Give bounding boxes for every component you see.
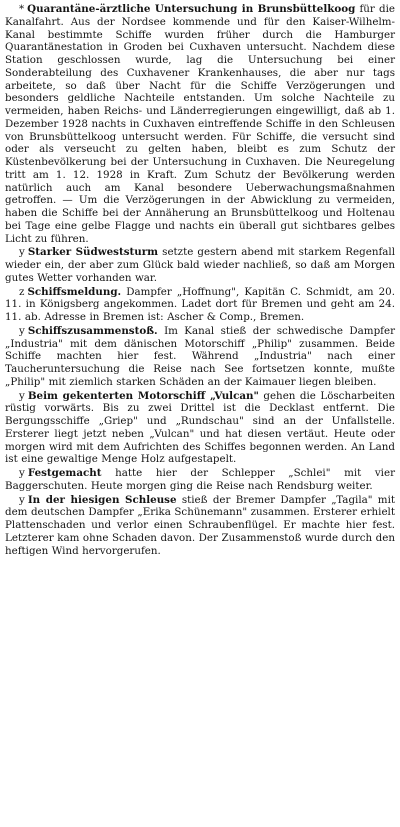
article-headline: In der hiesigen Schleuse bbox=[27, 493, 177, 506]
article-body: Im Kanal stieß der schwedische Dampfer „Industria" mit dem dänischen Motorschiff „Philip" zusammen. Beide Schiffe machten hier fest. Während „Industria" nach einer Taucheruntersuchung die Reise nach See fortsetzen konnte, mußte „Philip" mit ziemlich starken Schäden an der Kaimauer liegen bleiben. bbox=[5, 324, 395, 388]
article-headline: Beim gekenterten Motorschiff „Vulcan" bbox=[27, 389, 259, 402]
article-collision bbox=[5, 325, 395, 389]
article-body: Dampfer „Hoffnung", Kapitän C. Schmidt, am 20. 11. in Königsberg angekommen. Ladet dort für Bremen und geht am 24. 11. ab. Adresse in Bremen ist: Ascher & Comp., Bremen. bbox=[5, 285, 395, 323]
article-headline: Schiffsmeldung. bbox=[27, 285, 122, 298]
article-body: hatte hier der Schlepper „Schlei" mit vier Baggerschuten. Heute morgen ging die Reise nach Rendsburg weiter. bbox=[5, 467, 395, 492]
article-lock-collision bbox=[5, 494, 395, 558]
article-marker: * bbox=[19, 3, 25, 15]
article-marker: y bbox=[19, 493, 25, 506]
article-quarantine bbox=[5, 3, 395, 245]
article-headline: Starker Südweststurm bbox=[27, 246, 159, 259]
article-vulcan bbox=[5, 390, 395, 467]
article-ship-report bbox=[5, 286, 395, 324]
article-headline: Quarantäne-ärztliche Untersuchung in Brunsbüttelkoog bbox=[27, 3, 356, 15]
article-body: stieß der Bremer Dampfer „Tagila" mit dem deutschen Dampfer „Erika Schünemann" zusammen. Ersterer erhielt Plattenschaden und verlor einen Schraubenflügel. Er machte hier fest. Letzterer kam ohne Schaden davon. Der Zusammenstoß wurde durch den heftigen Wind hervorgerufen. bbox=[5, 493, 395, 557]
article-body: setzte gestern abend mit starkem Regenfall wieder ein, der aber zum Glück bald wieder nachließ, so daß am Morgen gutes Wetter vorhanden war. bbox=[5, 246, 395, 284]
article-headline: Festgemacht bbox=[27, 467, 102, 479]
article-headline: Schiffszusammenstoß. bbox=[27, 324, 158, 337]
article-moored bbox=[5, 467, 395, 493]
article-body: für die Kanalfahrt. Aus der Nordsee kommende und für den Kaiser-Wilhelm-Kanal bestimmte Schiffe wurden früher durch die Hamburger Quarantänestation in Groden bei Cuxhaven untersucht. Nachdem diese Station geschlossen wurde, lag die Untersuchung bei einer Sonderabteilung des Cuxhavener Krankenhauses, die aber nur tags arbeitete, so daß über Nacht für die Schiffe Verzögerungen und besonders geldliche Nachteile entstanden. Um solche Nachteile zu vermeiden, haben Reichs- und Länderregierungen eingewilligt, daß ab 1. Dezember 1928 nachts in Cuxhaven eintreffende Schiffe in den Schleusen von Brunsbüttelkoog untersucht werden. Für Schiffe, die versucht sind oder als verseucht zu gelten haben, bleibt es zum Schutz der Küstenbevölkerung bei der Untersuchung in Cuxhaven. Die Neuregelung tritt am 1. 12. 1928 in Kraft. Zum Schutz der Bevölkerung werden natürlich auch am Kanal besondere Ueberwachungsmaßnahmen getroffen. — Um die Verzögerungen in der Abwicklung zu vermeiden, haben die Schiffe bei der Annäherung an Brunsbüttelkoog und Holtenau bei Tage eine gelbe Flagge und nachts ein überall gut sichtbares gelbes Licht zu führen. bbox=[5, 3, 395, 245]
article-body: gehen die Löscharbeiten rüstig vorwärts. Bis zu zwei Drittel ist die Decklast entfernt. Die Bergungsschiffe „Griep" und „Rundschau" sind an der Unfallstelle. Ersterer liegt jetzt neben „Vulcan" und hat diesen vertäut. Heute oder morgen wird mit dem Aufrichten des Schiffes begonnen werden. An Land ist eine gewaltige Menge Holz aufgestapelt. bbox=[5, 389, 395, 466]
article-marker: y bbox=[19, 324, 25, 337]
article-marker: z bbox=[19, 285, 25, 298]
article-storm bbox=[5, 246, 395, 284]
article-marker: y bbox=[19, 467, 25, 479]
article-marker: y bbox=[19, 389, 25, 402]
article-marker: y bbox=[19, 246, 25, 259]
